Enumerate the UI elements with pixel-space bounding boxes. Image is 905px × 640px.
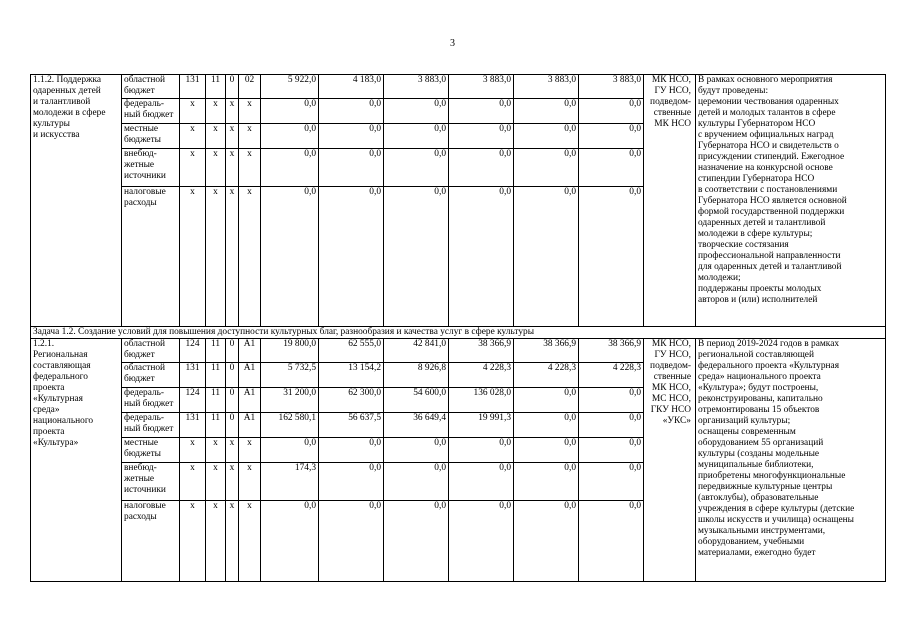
amount-cell: 0,0	[384, 149, 449, 187]
code-grbs: х	[180, 124, 206, 149]
activity-name: 1.1.2. Поддержка одаренных детей и талантливой молодежи в сфере культуры и искусства	[31, 75, 122, 327]
amount-cell: 38 366,9	[514, 339, 579, 363]
amount-cell: 0,0	[514, 501, 579, 582]
amount-cell: 0,0	[384, 438, 449, 463]
code-grbs: 124	[180, 388, 206, 413]
amount-cell: 0,0	[579, 99, 644, 124]
funding-source: местные бюджеты	[122, 438, 180, 463]
amount-cell: 0,0	[579, 149, 644, 187]
amount-cell: 3 883,0	[514, 75, 579, 99]
amount-cell: 0,0	[384, 187, 449, 327]
amount-cell: 0,0	[384, 463, 449, 501]
amount-cell: 0,0	[384, 124, 449, 149]
amount-cell: 62 300,0	[319, 388, 384, 413]
amount-cell: 5 732,5	[261, 363, 319, 388]
code-target: 02	[239, 75, 261, 99]
amount-cell: 36 649,4	[384, 413, 449, 438]
code-section: 11	[206, 363, 226, 388]
amount-cell: 19 800,0	[261, 339, 319, 363]
code-grbs: х	[180, 187, 206, 327]
amount-cell: 174,3	[261, 463, 319, 501]
code-target: х	[239, 438, 261, 463]
responsible-executors: МК НСО, ГУ НСО, подведом- ственные МК НСО, МС НСО, ГКУ НСО «УКС»	[644, 339, 696, 582]
code-target: А1	[239, 339, 261, 363]
funding-source: налоговые расходы	[122, 501, 180, 582]
code-target: А1	[239, 413, 261, 438]
code-target: х	[239, 187, 261, 327]
block-1-1-2	[31, 75, 886, 327]
code-subsection: х	[226, 149, 239, 187]
funding-source: местные бюджеты	[122, 124, 180, 149]
code-section: х	[206, 187, 226, 327]
amount-cell: 162 580,1	[261, 413, 319, 438]
amount-cell: 0,0	[514, 388, 579, 413]
code-grbs: 124	[180, 339, 206, 363]
amount-cell: 0,0	[579, 463, 644, 501]
amount-cell: 0,0	[514, 99, 579, 124]
amount-cell: 136 028,0	[449, 388, 514, 413]
amount-cell: 38 366,9	[579, 339, 644, 363]
task-section	[31, 327, 886, 339]
code-section: 11	[206, 339, 226, 363]
amount-cell: 0,0	[449, 124, 514, 149]
funding-row	[31, 339, 886, 363]
page-number: 3	[450, 38, 455, 49]
amount-cell: 0,0	[579, 413, 644, 438]
code-subsection: х	[226, 438, 239, 463]
code-grbs: х	[180, 438, 206, 463]
amount-cell: 0,0	[449, 99, 514, 124]
amount-cell: 0,0	[261, 501, 319, 582]
amount-cell: 4 228,3	[449, 363, 514, 388]
code-subsection: х	[226, 124, 239, 149]
code-grbs: х	[180, 501, 206, 582]
code-target: А1	[239, 388, 261, 413]
code-subsection: х	[226, 187, 239, 327]
amount-cell: 3 883,0	[449, 75, 514, 99]
amount-cell: 38 366,9	[449, 339, 514, 363]
amount-cell: 8 926,8	[384, 363, 449, 388]
code-grbs: х	[180, 463, 206, 501]
code-section: 11	[206, 388, 226, 413]
code-section: 11	[206, 413, 226, 438]
block-1-2-1	[31, 339, 886, 582]
expected-results: В рамках основного мероприятия будут проведены: церемонии чествования одаренных детей и молодых талантов в сфере культуры Губернатором НСО с вручением официальных наград Губернатора НСО и свидетельств о присуждении стипендий. Ежегодное назначение на конкурсной основе стипендии Губернатора НСО в соответствии с постановлениями Губернатора НСО является основной формой государственной поддержки одаренных детей и талантливой молодежи в сфере культуры; творческие состязания профессиональной направленности для одаренных детей и талантливой молодежи; поддержаны проекты молодых авторов и (или) исполнителей	[696, 75, 886, 327]
expected-results: В период 2019-2024 годов в рамках региональной составляющей федерального проекта «Культурная среда» национального проекта «Культура»; будут построены, реконструированы, капитально отремонтированы 15 объектов организаций культуры; оснащены современным оборудованием 55 организаций культуры (созданы модельные муниципальные библиотеки, приобретены многофункциональные передвижные культурные центры (автоклубы), образовательные учреждения в сфере культуры (детские школы искусств и училища) оснащены музыкальными инструментами, оборудованием, учебными материалами, ежегодно будет	[696, 339, 886, 582]
code-target: х	[239, 149, 261, 187]
code-subsection: 0	[226, 413, 239, 438]
amount-cell: 0,0	[319, 124, 384, 149]
code-target: х	[239, 99, 261, 124]
amount-cell: 0,0	[449, 463, 514, 501]
task-1-2-row: Задача 1.2. Создание условий для повышения доступности культурных благ, разнообразия и качества услуг в сфере культуры	[31, 327, 886, 339]
amount-cell: 31 200,0	[261, 388, 319, 413]
code-section: х	[206, 438, 226, 463]
funding-source: внебюд- жетные источники	[122, 463, 180, 501]
funding-source: внебюд- жетные источники	[122, 149, 180, 187]
amount-cell: 42 841,0	[384, 339, 449, 363]
code-section: х	[206, 149, 226, 187]
amount-cell: 0,0	[449, 501, 514, 582]
amount-cell: 0,0	[384, 99, 449, 124]
code-subsection: х	[226, 501, 239, 582]
code-section: х	[206, 463, 226, 501]
amount-cell: 0,0	[449, 149, 514, 187]
amount-cell: 0,0	[579, 501, 644, 582]
responsible-executors: МК НСО, ГУ НСО, подведом- ственные МК НСО	[644, 75, 696, 327]
amount-cell: 54 600,0	[384, 388, 449, 413]
amount-cell: 0,0	[384, 501, 449, 582]
amount-cell: 5 922,0	[261, 75, 319, 99]
code-target: х	[239, 501, 261, 582]
amount-cell: 0,0	[514, 413, 579, 438]
amount-cell: 0,0	[449, 438, 514, 463]
amount-cell: 0,0	[514, 438, 579, 463]
code-target: х	[239, 124, 261, 149]
amount-cell: 4 228,3	[579, 363, 644, 388]
amount-cell: 19 991,3	[449, 413, 514, 438]
amount-cell: 0,0	[514, 149, 579, 187]
code-subsection: х	[226, 99, 239, 124]
code-section: х	[206, 124, 226, 149]
amount-cell: 0,0	[319, 438, 384, 463]
code-grbs: 131	[180, 413, 206, 438]
amount-cell: 0,0	[579, 438, 644, 463]
amount-cell: 0,0	[261, 99, 319, 124]
budget-table	[30, 74, 886, 582]
funding-source: федераль- ный бюджет	[122, 99, 180, 124]
code-grbs: 131	[180, 75, 206, 99]
code-section: х	[206, 99, 226, 124]
amount-cell: 13 154,2	[319, 363, 384, 388]
amount-cell: 0,0	[261, 149, 319, 187]
funding-row	[31, 75, 886, 99]
funding-source: федераль- ный бюджет	[122, 413, 180, 438]
code-target: А1	[239, 363, 261, 388]
amount-cell: 0,0	[449, 187, 514, 327]
amount-cell: 3 883,0	[384, 75, 449, 99]
amount-cell: 0,0	[261, 187, 319, 327]
amount-cell: 0,0	[579, 388, 644, 413]
amount-cell: 0,0	[514, 463, 579, 501]
amount-cell: 0,0	[319, 463, 384, 501]
amount-cell: 0,0	[579, 124, 644, 149]
code-subsection: 0	[226, 363, 239, 388]
code-section: 11	[206, 75, 226, 99]
amount-cell: 0,0	[319, 501, 384, 582]
amount-cell: 3 883,0	[579, 75, 644, 99]
funding-source: областной бюджет	[122, 363, 180, 388]
amount-cell: 62 555,0	[319, 339, 384, 363]
code-subsection: 0	[226, 75, 239, 99]
code-grbs: х	[180, 149, 206, 187]
code-subsection: х	[226, 463, 239, 501]
code-target: х	[239, 463, 261, 501]
code-subsection: 0	[226, 339, 239, 363]
funding-source: областной бюджет	[122, 75, 180, 99]
amount-cell: 56 637,5	[319, 413, 384, 438]
code-subsection: 0	[226, 388, 239, 413]
amount-cell: 0,0	[579, 187, 644, 327]
funding-source: федераль- ный бюджет	[122, 388, 180, 413]
code-section: х	[206, 501, 226, 582]
amount-cell: 4 183,0	[319, 75, 384, 99]
amount-cell: 0,0	[514, 187, 579, 327]
funding-source: областной бюджет	[122, 339, 180, 363]
funding-source: налоговые расходы	[122, 187, 180, 327]
activity-name: 1.2.1. Региональная составляющая федерального проекта «Культурная среда» национального проекта «Культура»	[31, 339, 122, 582]
amount-cell: 0,0	[261, 438, 319, 463]
code-grbs: 131	[180, 363, 206, 388]
amount-cell: 0,0	[319, 187, 384, 327]
amount-cell: 0,0	[261, 124, 319, 149]
amount-cell: 0,0	[319, 149, 384, 187]
amount-cell: 0,0	[514, 124, 579, 149]
amount-cell: 0,0	[319, 99, 384, 124]
amount-cell: 4 228,3	[514, 363, 579, 388]
code-grbs: х	[180, 99, 206, 124]
